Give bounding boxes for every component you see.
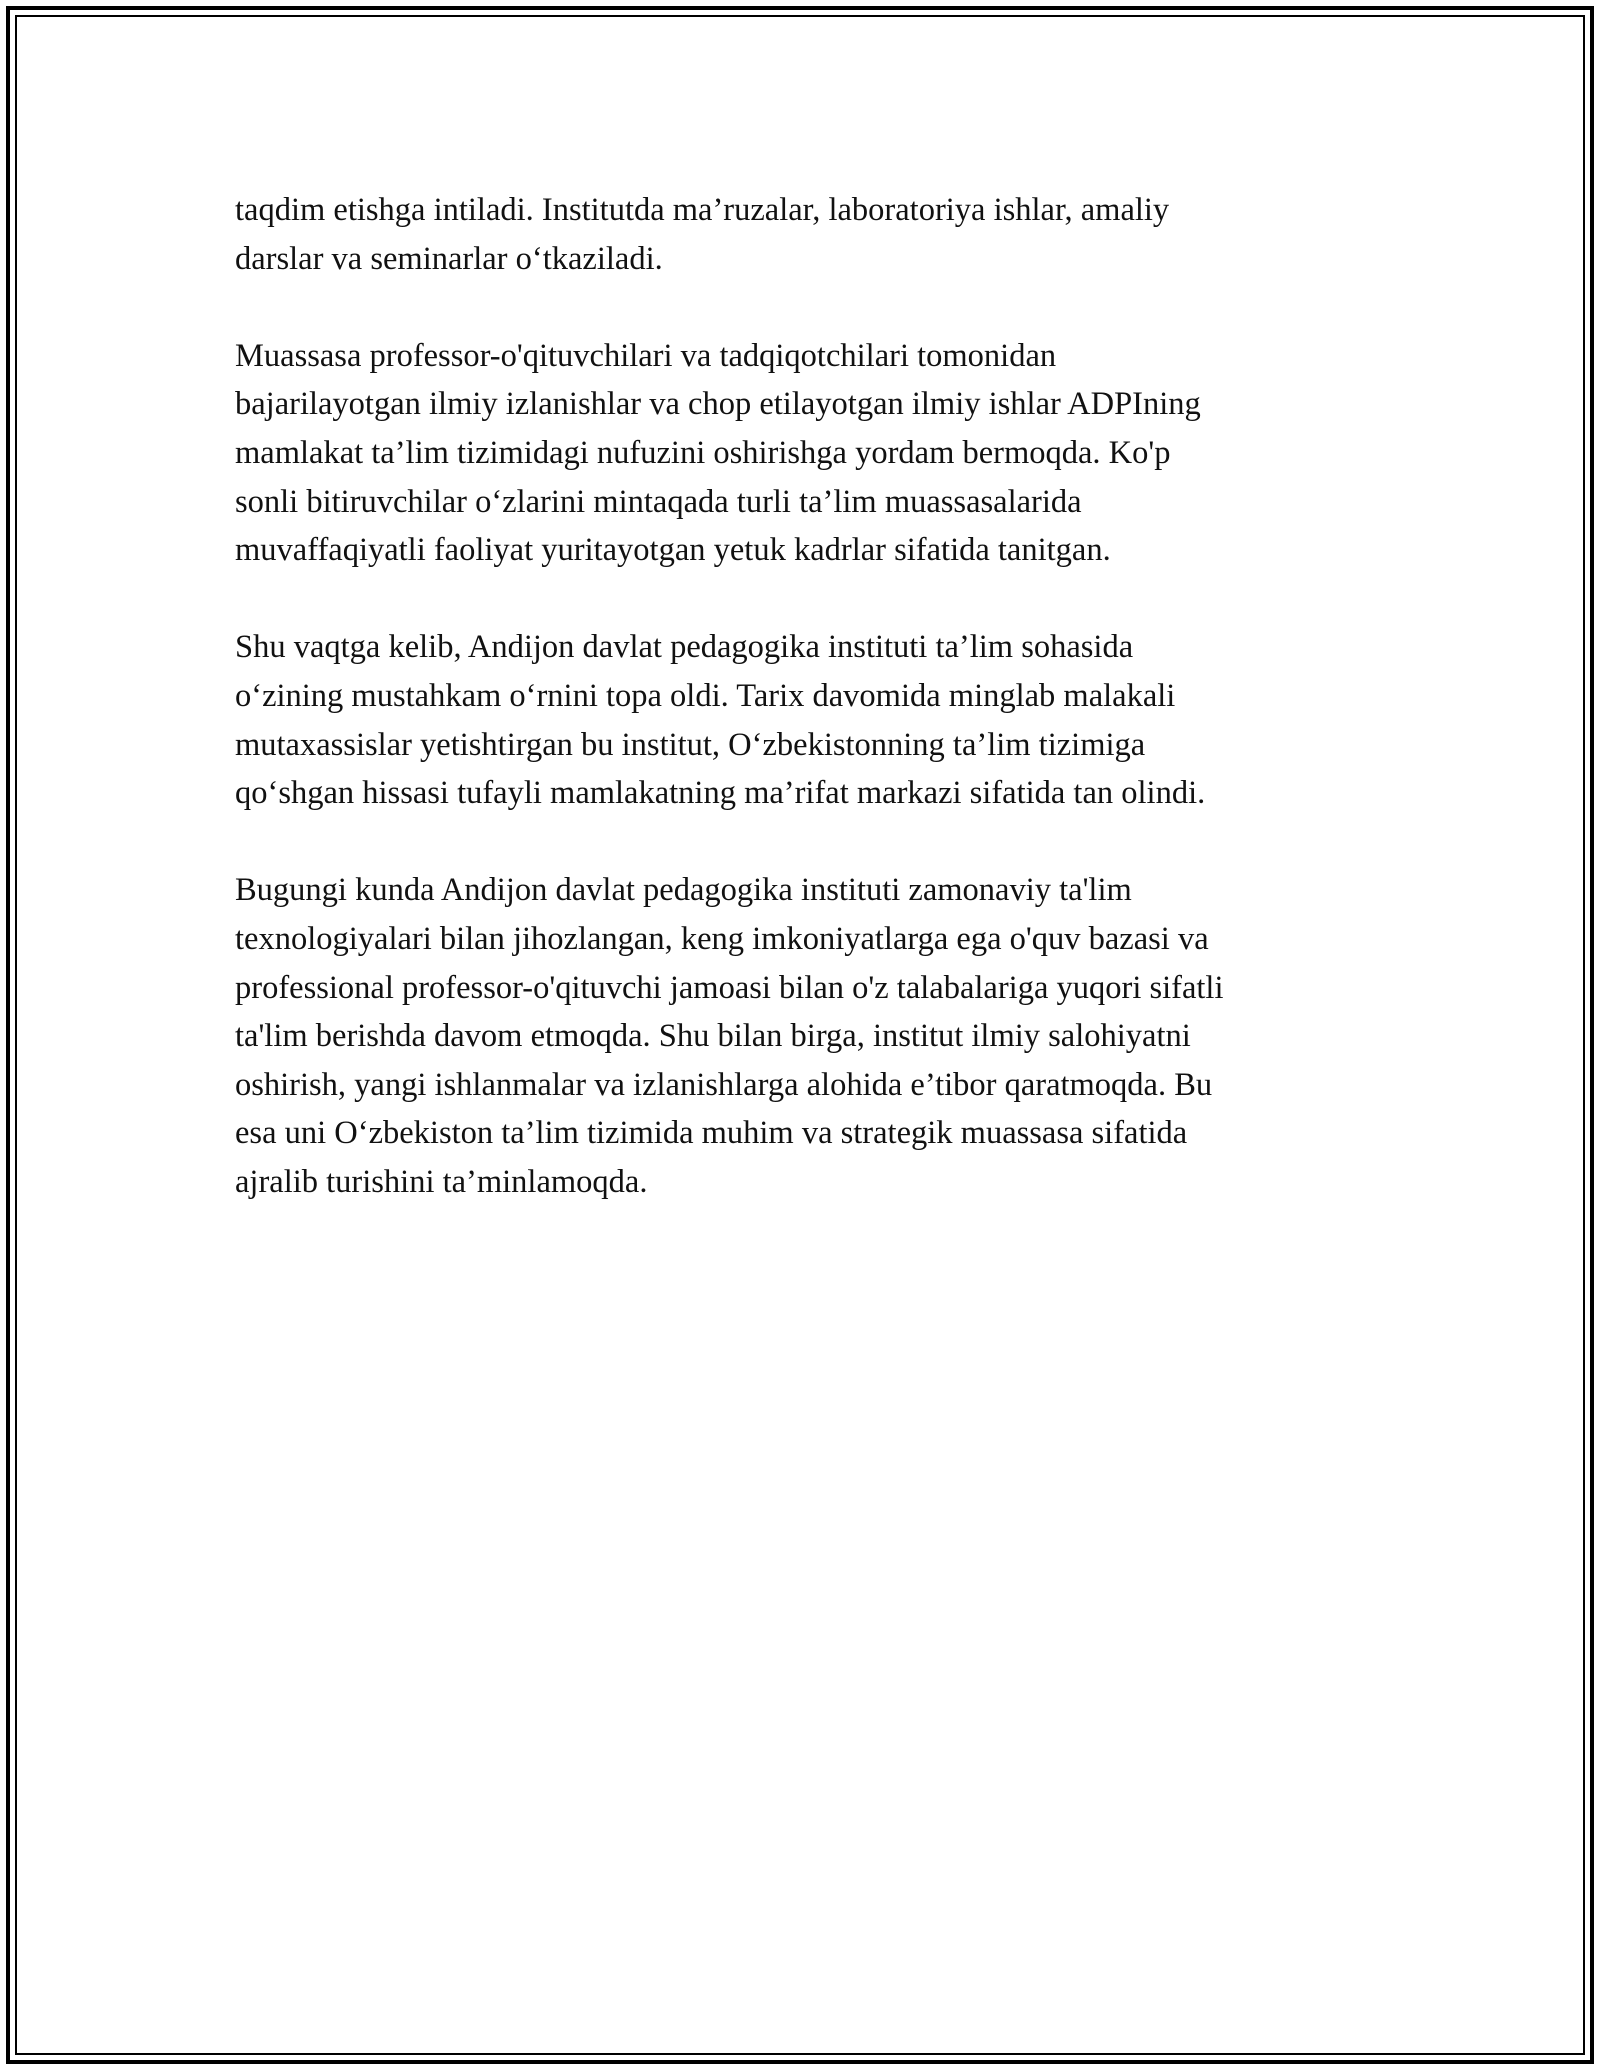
text-line: taqdim etishga intiladi. Institutda ma’ruzalar, laboratoriya ishlar, amaliy bbox=[235, 192, 1170, 228]
text-line: ajralib turishini ta’minlamoqda. bbox=[235, 1163, 648, 1200]
paragraph-3 bbox=[235, 623, 1385, 817]
document-body bbox=[235, 186, 1385, 1255]
text-line: sonli bitiruvchilar o‘zlarini mintaqada turli ta’lim muassasalarida bbox=[235, 483, 1082, 520]
text-line: ta'lim berishda davom etmoqda. Shu bilan birga, institut ilmiy salohiyatni bbox=[235, 1018, 1191, 1055]
paragraph-1 bbox=[235, 186, 1385, 283]
text-line: muvaffaqiyatli faoliyat yuritayotgan yetuk kadrlar sifatida tanitgan. bbox=[235, 532, 1111, 569]
text-line: Shu vaqtga kelib, Andijon davlat pedagogika instituti ta’lim sohasida bbox=[235, 629, 1134, 666]
text-line: o‘zining mustahkam o‘rnini topa oldi. Tarix davomida minglab malakali bbox=[235, 677, 1176, 714]
text-line: texnologiyalari bilan jihozlangan, keng imkoniyatlarga ega o'quv bazasi va bbox=[235, 920, 1209, 957]
text-line: professional professor-o'qituvchi jamoasi bilan o'z talabalariga yuqori sifatli bbox=[235, 969, 1224, 1006]
text-line: oshirish, yangi ishlanmalar va izlanishlarga alohida e’tibor qaratmoqda. Bu bbox=[235, 1066, 1213, 1103]
text-line: Bugungi kunda Andijon davlat pedagogika instituti zamonaviy ta'lim bbox=[235, 872, 1132, 909]
text-line: bajarilayotgan ilmiy izlanishlar va chop etilayotgan ilmiy ishlar ADPIning bbox=[235, 386, 1201, 423]
text-line: mutaxassislar yetishtirgan bu institut, O‘zbekistonning ta’lim tizimiga bbox=[235, 726, 1146, 763]
text-line: esa uni O‘zbekiston ta’lim tizimida muhim va strategik muassasa sifatida bbox=[235, 1115, 1188, 1152]
text-line: mamlakat ta’lim tizimidagi nufuzini oshirishga yordam bermoqda. Ko'p bbox=[235, 434, 1171, 471]
paragraph-4 bbox=[235, 866, 1385, 1206]
text-line: Muassasa professor-o'qituvchilari va tadqiqotchilari tomonidan bbox=[235, 337, 1057, 374]
text-line: qo‘shgan hissasi tufayli mamlakatning ma’rifat markazi sifatida tan olindi. bbox=[235, 775, 1206, 812]
paragraph-2 bbox=[235, 332, 1385, 575]
text-line: darslar va seminarlar o‘tkaziladi. bbox=[235, 240, 663, 277]
